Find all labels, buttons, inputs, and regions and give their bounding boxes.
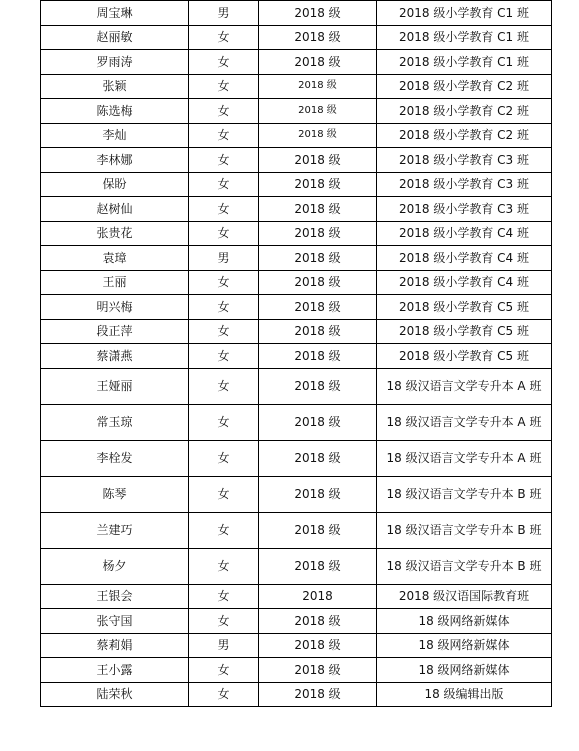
table-row (41, 609, 552, 634)
class-name-cell: 2018 级小学教育 C4 班 (377, 246, 552, 271)
table-row (41, 295, 552, 320)
class-name-cell: 18 级网络新媒体 (377, 633, 552, 658)
grade-year-cell: 2018 级 (259, 246, 377, 271)
grade-year-cell: 2018 级 (259, 172, 377, 197)
class-name-cell: 2018 级小学教育 C4 班 (377, 221, 552, 246)
gender-cell: 女 (189, 25, 259, 50)
class-name-cell: 2018 级小学教育 C3 班 (377, 197, 552, 222)
table-row (41, 319, 552, 344)
table-row (41, 99, 552, 124)
grade-year-cell: 2018 级 (259, 50, 377, 75)
class-name-cell: 2018 级小学教育 C1 班 (377, 25, 552, 50)
grade-year-cell: 2018 级 (259, 319, 377, 344)
grade-year-cell: 2018 级 (259, 148, 377, 173)
table-row (41, 368, 552, 404)
student-roster-table (40, 0, 552, 707)
table-row (41, 440, 552, 476)
grade-year-cell: 2018 级 (259, 295, 377, 320)
student-name-cell: 王银会 (41, 584, 189, 609)
student-name-cell: 杨夕 (41, 548, 189, 584)
class-name-cell: 2018 级汉语国际教育班 (377, 584, 552, 609)
class-name-cell: 18 级汉语言文学专升本 B 班 (377, 512, 552, 548)
student-name-cell: 陆荣秋 (41, 682, 189, 707)
student-name-cell: 王丽 (41, 270, 189, 295)
gender-cell: 女 (189, 609, 259, 634)
gender-cell: 女 (189, 99, 259, 124)
student-name-cell: 张颖 (41, 74, 189, 99)
gender-cell: 男 (189, 1, 259, 26)
table-row (41, 682, 552, 707)
grade-year-cell: 2018 (259, 584, 377, 609)
student-name-cell: 段正萍 (41, 319, 189, 344)
class-name-cell: 2018 级小学教育 C3 班 (377, 148, 552, 173)
grade-year-cell: 2018 级 (259, 197, 377, 222)
class-name-cell: 2018 级小学教育 C1 班 (377, 50, 552, 75)
gender-cell: 女 (189, 148, 259, 173)
table-row (41, 221, 552, 246)
class-name-cell: 2018 级小学教育 C5 班 (377, 295, 552, 320)
gender-cell: 女 (189, 584, 259, 609)
grade-year-cell: 2018 级 (259, 1, 377, 26)
student-name-cell: 陈选梅 (41, 99, 189, 124)
gender-cell: 女 (189, 172, 259, 197)
table-row (41, 270, 552, 295)
student-name-cell: 张贵花 (41, 221, 189, 246)
gender-cell: 女 (189, 512, 259, 548)
gender-cell: 男 (189, 246, 259, 271)
gender-cell: 男 (189, 633, 259, 658)
student-name-cell: 李灿 (41, 123, 189, 148)
class-name-cell: 18 级汉语言文学专升本 A 班 (377, 404, 552, 440)
gender-cell: 女 (189, 74, 259, 99)
table-row (41, 148, 552, 173)
table-row (41, 633, 552, 658)
table-row (41, 246, 552, 271)
grade-year-cell: 2018 级 (259, 476, 377, 512)
table-row (41, 172, 552, 197)
student-name-cell: 袁璋 (41, 246, 189, 271)
class-name-cell: 2018 级小学教育 C4 班 (377, 270, 552, 295)
grade-year-cell: 2018 级 (259, 123, 377, 148)
gender-cell: 女 (189, 197, 259, 222)
gender-cell: 女 (189, 476, 259, 512)
gender-cell: 女 (189, 682, 259, 707)
table-row (41, 476, 552, 512)
gender-cell: 女 (189, 123, 259, 148)
class-name-cell: 2018 级小学教育 C2 班 (377, 74, 552, 99)
gender-cell: 女 (189, 344, 259, 369)
student-name-cell: 王小露 (41, 658, 189, 683)
class-name-cell: 2018 级小学教育 C1 班 (377, 1, 552, 26)
gender-cell: 女 (189, 404, 259, 440)
grade-year-cell: 2018 级 (259, 221, 377, 246)
table-row (41, 344, 552, 369)
student-name-cell: 蔡潇燕 (41, 344, 189, 369)
gender-cell: 女 (189, 295, 259, 320)
student-name-cell: 保盼 (41, 172, 189, 197)
grade-year-cell: 2018 级 (259, 609, 377, 634)
grade-year-cell: 2018 级 (259, 368, 377, 404)
table-row (41, 25, 552, 50)
roster-body (41, 1, 552, 707)
grade-year-cell: 2018 级 (259, 658, 377, 683)
gender-cell: 女 (189, 270, 259, 295)
student-name-cell: 罗雨涛 (41, 50, 189, 75)
student-name-cell: 李栓发 (41, 440, 189, 476)
class-name-cell: 18 级网络新媒体 (377, 658, 552, 683)
class-name-cell: 2018 级小学教育 C3 班 (377, 172, 552, 197)
table-row (41, 404, 552, 440)
table-row (41, 512, 552, 548)
grade-year-cell: 2018 级 (259, 512, 377, 548)
student-name-cell: 常玉琼 (41, 404, 189, 440)
student-name-cell: 张守国 (41, 609, 189, 634)
class-name-cell: 2018 级小学教育 C2 班 (377, 99, 552, 124)
gender-cell: 女 (189, 221, 259, 246)
student-name-cell: 陈琴 (41, 476, 189, 512)
table-row (41, 548, 552, 584)
class-name-cell: 18 级编辑出版 (377, 682, 552, 707)
grade-year-cell: 2018 级 (259, 633, 377, 658)
student-name-cell: 王娅丽 (41, 368, 189, 404)
grade-year-cell: 2018 级 (259, 404, 377, 440)
grade-year-cell: 2018 级 (259, 99, 377, 124)
class-name-cell: 18 级汉语言文学专升本 A 班 (377, 368, 552, 404)
class-name-cell: 18 级网络新媒体 (377, 609, 552, 634)
table-row (41, 1, 552, 26)
gender-cell: 女 (189, 319, 259, 344)
class-name-cell: 2018 级小学教育 C5 班 (377, 319, 552, 344)
class-name-cell: 18 级汉语言文学专升本 B 班 (377, 548, 552, 584)
class-name-cell: 2018 级小学教育 C2 班 (377, 123, 552, 148)
gender-cell: 女 (189, 368, 259, 404)
table-row (41, 123, 552, 148)
table-row (41, 197, 552, 222)
table-row (41, 50, 552, 75)
student-name-cell: 兰建巧 (41, 512, 189, 548)
class-name-cell: 18 级汉语言文学专升本 B 班 (377, 476, 552, 512)
grade-year-cell: 2018 级 (259, 74, 377, 99)
table-row (41, 74, 552, 99)
student-name-cell: 蔡莉娟 (41, 633, 189, 658)
table-row (41, 658, 552, 683)
student-name-cell: 赵丽敏 (41, 25, 189, 50)
gender-cell: 女 (189, 50, 259, 75)
class-name-cell: 2018 级小学教育 C5 班 (377, 344, 552, 369)
student-name-cell: 李林娜 (41, 148, 189, 173)
class-name-cell: 18 级汉语言文学专升本 A 班 (377, 440, 552, 476)
student-name-cell: 周宝琳 (41, 1, 189, 26)
student-name-cell: 明兴梅 (41, 295, 189, 320)
table-row (41, 584, 552, 609)
grade-year-cell: 2018 级 (259, 25, 377, 50)
student-name-cell: 赵树仙 (41, 197, 189, 222)
gender-cell: 女 (189, 548, 259, 584)
grade-year-cell: 2018 级 (259, 270, 377, 295)
grade-year-cell: 2018 级 (259, 682, 377, 707)
grade-year-cell: 2018 级 (259, 440, 377, 476)
grade-year-cell: 2018 级 (259, 548, 377, 584)
grade-year-cell: 2018 级 (259, 344, 377, 369)
gender-cell: 女 (189, 658, 259, 683)
gender-cell: 女 (189, 440, 259, 476)
